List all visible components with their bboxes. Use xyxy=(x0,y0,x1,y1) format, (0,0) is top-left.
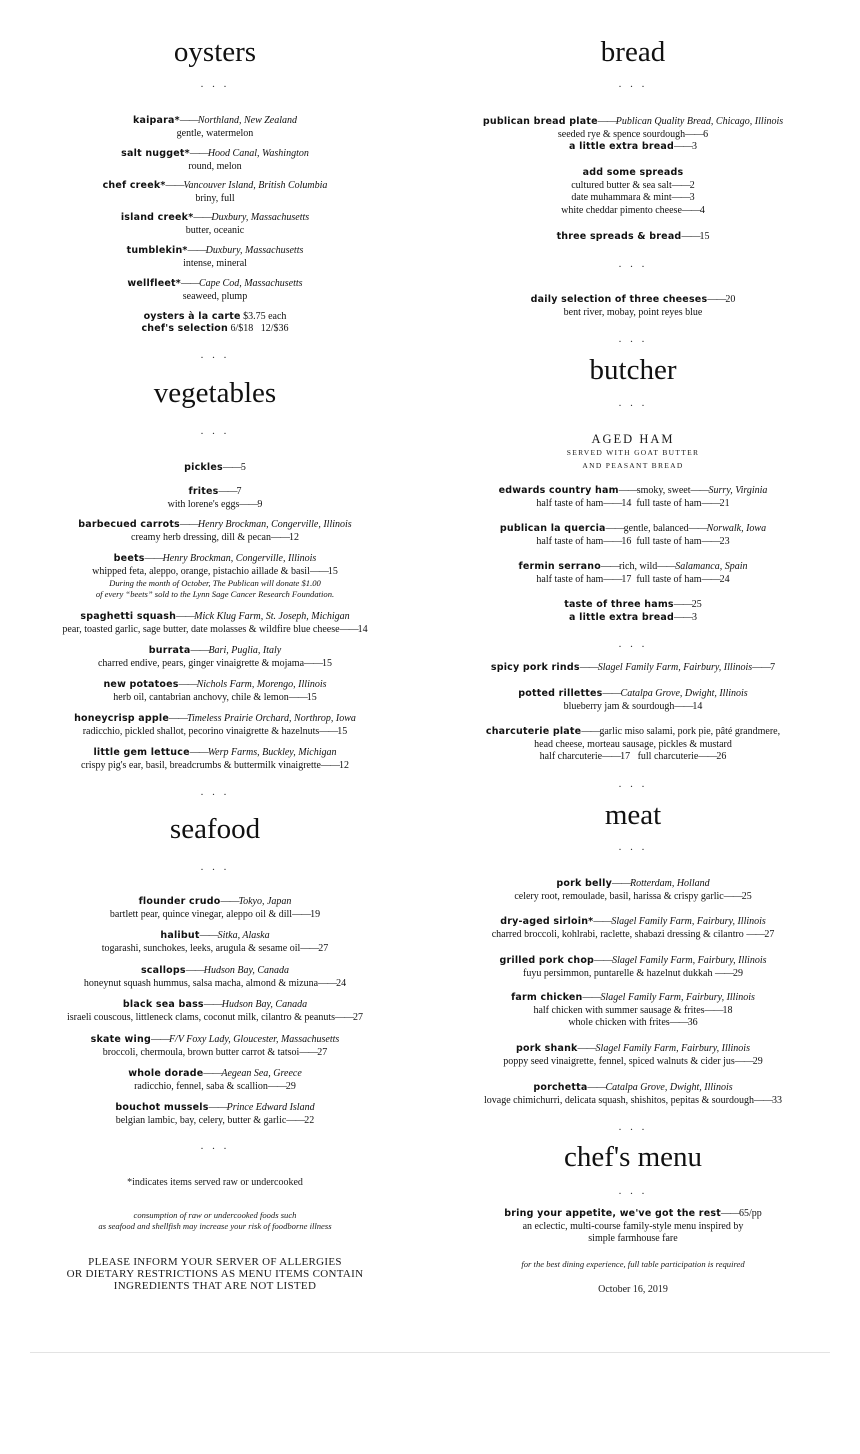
menu-item-barbecued-carrots: barbecued carrots——Henry Brockman, Congerville, Illinois creamy herb dressing, dill & pecan——12 xyxy=(78,519,352,543)
menu-item-seafood: halibut——Sitka, Alaska togarashi, sunchokes, leeks, arugula & sesame oil——27 xyxy=(101,930,329,954)
section-divider: . . . xyxy=(200,349,230,361)
section-divider: . . . xyxy=(200,861,230,873)
section-divider: . . . xyxy=(618,1121,648,1133)
menu-item-seafood: scallops——Hudson Bay, Canada honeynut squash hummus, salsa macha, almond & mizuna——24 xyxy=(83,965,347,989)
menu-item-little-gem-lettuce: little gem lettuce——Werp Farms, Buckley, Michigan crispy pig's ear, basil, breadcrumbs & buttermilk vinaigrette——12 xyxy=(81,747,349,771)
butcher-heading: butcher xyxy=(589,354,677,386)
menu-item-oyster: chef creek*——Vancouver Island, British Columbia briny, full xyxy=(102,180,328,204)
menu-item-seafood: whole dorade——Aegean Sea, Greece radicchio, fennel, saba & scallion——29 xyxy=(128,1068,302,1092)
menu-item-farm-chicken: farm chicken——Slagel Family Farm, Fairbury, Illinois half chicken with summer sausage & frites——18 whole chicken with frites——36 xyxy=(511,992,755,1028)
menu-item-meat: dry-aged sirloin*——Slagel Family Farm, Fairbury, Illinois charred broccoli, kohlrabi, raclette, shabazi dressing & cilantro ——27 xyxy=(491,916,775,940)
menu-item-cheeses: daily selection of three cheeses——20 bent river, mobay, point reyes blue xyxy=(530,294,736,318)
oysters-a-la-carte: oysters à la carte $3.75 each xyxy=(143,311,287,322)
section-divider: . . . xyxy=(200,1140,230,1152)
section-divider: . . . xyxy=(618,397,648,409)
seafood-heading: seafood xyxy=(169,813,261,845)
participation-note: for the best dining experience, full table participation is required xyxy=(521,1259,745,1269)
menu-item-seafood: black sea bass——Hudson Bay, Canada israeli couscous, littleneck clams, coconut milk, cilantro & peanuts——27 xyxy=(67,999,363,1023)
menu-item-meat: pork shank——Slagel Family Farm, Fairbury, Illinois poppy seed vinaigrette, fennel, spiced walnuts & cider jus——29 xyxy=(503,1043,763,1067)
menu-item-ham: fermin serrano——rich, wild——Salamanca, Spain half taste of ham——17 full taste of ham——24 xyxy=(518,561,748,585)
allergy-notice: PLEASE INFORM YOUR SERVER OF ALLERGIES xyxy=(88,1256,342,1268)
menu-item-oyster: island creek*——Duxbury, Massachusetts butter, oceanic xyxy=(120,212,310,236)
section-divider: . . . xyxy=(618,841,648,853)
section-divider: . . . xyxy=(618,638,648,650)
consumption-warning: consumption of raw or undercooked foods such xyxy=(133,1210,297,1220)
menu-item-beets: beets——Henry Brockman, Congerville, Illinois whipped feta, aleppo, orange, pistachio aillade & basil——15 During the month of October, The Publican will donate $1.00 of every “beets” sold to the Lynn Sage Cancer Research Foundation. xyxy=(0,553,430,600)
menu-date: October 16, 2019 xyxy=(598,1284,668,1295)
aged-ham-subtitle: SERVED WITH GOAT BUTTER xyxy=(566,448,700,457)
menu-item-seafood: flounder crudo——Tokyo, Japan bartlett pear, quince vinegar, aleppo oil & dill——19 xyxy=(109,896,321,920)
menu-item-spaghetti-squash: spaghetti squash——Mick Klug Farm, St. Joseph, Michigan pear, toasted garlic, sage butter, date molasses & wildfire blue cheese——14 xyxy=(62,611,368,635)
menu-item-three-spreads: three spreads & bread——15 xyxy=(556,231,710,242)
oysters-heading: oysters xyxy=(173,36,257,68)
section-divider: . . . xyxy=(200,425,230,437)
menu-item-frites: frites——7 with lorene's eggs——9 xyxy=(167,486,263,510)
menu-item-meat: porchetta——Catalpa Grove, Dwight, Illinois lovage chimichurri, delicata squash, shishitos, pepitas & sourdough——33 xyxy=(484,1082,782,1106)
menu-item-meat: grilled pork chop——Slagel Family Farm, Fairbury, Illinois fuyu persimmon, puntarelle & hazelnut dukkah ——29 xyxy=(499,955,767,979)
menu-item-seafood: skate wing——F/V Foxy Lady, Gloucester, Massachusetts broccoli, chermoula, brown butter carrot & tatsoi——27 xyxy=(90,1034,340,1058)
section-divider: . . . xyxy=(618,333,648,345)
menu-item-seafood: bouchot mussels——Prince Edward Island belgian lambic, bay, celery, butter & garlic——22 xyxy=(115,1102,315,1126)
chefs-selection: chef's selection 6/$18 12/$36 xyxy=(141,323,289,334)
bottom-divider xyxy=(30,1352,830,1353)
menu-item-pickles: pickles——5 xyxy=(184,462,246,473)
raw-items-note: *indicates items served raw or undercooked xyxy=(127,1177,303,1188)
menu-item-new-potatoes: new potatoes——Nichols Farm, Morengo, Illinois herb oil, cantabrian anchovy, chile & lemon——15 xyxy=(103,679,327,703)
menu-item-potted-rillettes: potted rillettes——Catalpa Grove, Dwight, Illinois blueberry jam & sourdough——14 xyxy=(518,688,748,712)
menu-item-taste-of-three-hams: taste of three hams——25 a little extra bread——3 xyxy=(564,599,702,623)
aged-ham-subtitle: AND PEASANT BREAD xyxy=(582,461,684,470)
menu-item-oyster: salt nugget*——Hood Canal, Washington round, melon xyxy=(121,148,309,172)
consumption-warning: as seafood and shellfish may increase your risk of foodborne illness xyxy=(98,1221,332,1231)
donation-note: of every “beets” sold to the Lynn Sage Cancer Research Foundation. xyxy=(95,589,335,599)
section-divider: . . . xyxy=(200,786,230,798)
menu-item-burrata: burrata——Bari, Puglia, Italy charred endive, pears, ginger vinaigrette & mojama——15 xyxy=(97,645,333,669)
allergy-notice: OR DIETARY RESTRICTIONS AS MENU ITEMS CONTAIN xyxy=(66,1268,364,1280)
menu-item-meat: pork belly——Rotterdam, Holland celery root, remoulade, basil, harissa & crispy garlic——25 xyxy=(514,878,752,902)
menu-item-oyster: tumblekin*——Duxbury, Massachusetts intense, mineral xyxy=(126,245,304,269)
menu-item-oyster: wellfleet*——Cape Cod, Massachusetts seaweed, plump xyxy=(127,278,303,302)
chefs-menu-heading: chef's menu xyxy=(563,1141,703,1173)
section-divider: . . . xyxy=(200,78,230,90)
menu-item-ham: publican la quercia——gentle, balanced——Norwalk, Iowa half taste of ham——16 full taste of ham——23 xyxy=(499,523,767,547)
section-divider: . . . xyxy=(618,778,648,790)
meat-heading: meat xyxy=(604,799,662,831)
aged-ham-title: AGED HAM xyxy=(591,432,675,446)
menu-item-oyster: kaipara*——Northland, New Zealand gentle, watermelon xyxy=(132,115,298,139)
menu-item-ham: edwards country ham——smoky, sweet——Surry, Virginia half taste of ham——14 full taste of ham——21 xyxy=(498,485,768,509)
menu-item-charcuterie-plate: charcuterie plate——garlic miso salami, pork pie, pâté grandmere, head cheese, morteau sausage, pickles & mustard half charcuterie——17 full charcuterie——26 xyxy=(485,726,781,762)
section-divider: . . . xyxy=(618,78,648,90)
section-divider: . . . xyxy=(618,1185,648,1197)
menu-item-honeycrisp-apple: honeycrisp apple——Timeless Prairie Orchard, Northrop, Iowa radicchio, pickled shallot, pecorino vinaigrette & hazelnuts——15 xyxy=(74,713,356,737)
vegetables-heading: vegetables xyxy=(153,377,277,409)
menu-item-publican-bread-plate: publican bread plate——Publican Quality Bread, Chicago, Illinois seeded rye & spence sourdough——6 a little extra bread——3 xyxy=(482,116,784,152)
menu-item-spicy-pork-rinds: spicy pork rinds——Slagel Family Farm, Fairbury, Illinois——7 xyxy=(490,662,776,673)
allergy-notice: INGREDIENTS THAT ARE NOT LISTED xyxy=(113,1280,317,1292)
donation-note: During the month of October, The Publican will donate $1.00 xyxy=(109,578,321,588)
menu-item-chefs-tasting: bring your appetite, we've got the rest——65/pp an eclectic, multi-course family-style menu inspired by simple farmhouse fare xyxy=(504,1208,762,1244)
spreads-list: add some spreads cultured butter & sea salt——2 date muhammara & mint——3 white cheddar pimento cheese——4 xyxy=(561,167,705,216)
bread-heading: bread xyxy=(600,36,666,68)
section-divider: . . . xyxy=(618,258,648,270)
